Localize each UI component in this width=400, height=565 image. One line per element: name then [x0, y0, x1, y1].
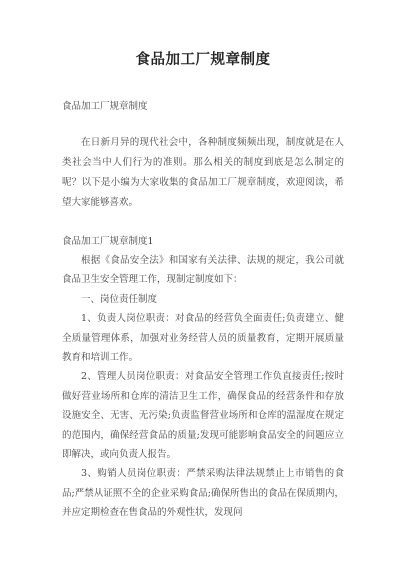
section-heading: 食品加工厂规章制度1 — [62, 236, 154, 247]
document-title: 食品加工厂规章制度 — [135, 52, 271, 68]
intro-paragraph: 在日新月异的现代社会中，各种制度频频出现，制度就是在人类社会当中人们行为的准则。那么相关的制度到底是怎么制定的呢？以下是小编为大家收集的食品加工厂规章制度，欢迎阅读，希望大家能够喜欢。 — [62, 137, 344, 208]
body-paragraph: 一、岗位责任制度 — [81, 293, 158, 305]
body-paragraph: 根据《食品安全法》和国家有关法律、法规的规定，我公司就食品卫生安全管理工作，现制定制度如下： — [62, 255, 344, 286]
document-body — [62, 251, 344, 523]
body-paragraph: 3、购销人员岗位职责：严禁采购法律法规禁止上市销售的食品;严禁从证照不全的企业采购食品;确保所售出的食品在保质期内，并应定期检查在售食品的外观性状，发现问 — [62, 468, 344, 519]
body-paragraph: 2、管理人员岗位职责：对食品安全管理工作负直接责任;按时做好营业场所和仓库的清洁卫生工作，确保食品的经营条件和存放设施安全、无害、无污染;负责监督营业场所和仓库的温湿度在规定的范围内，确保经营食品的质量;发现可能影响食品安全的问题应立即解决，或向负责人报告。 — [62, 371, 344, 461]
document-subtitle: 食品加工厂规章制度 — [62, 101, 148, 112]
body-paragraph: 1、负责人岗位职责：对食品的经营负全面责任;负责建立、健全质量管理体系，加强对业务经营人员的质量教育，定期开展质量教育和培训工作。 — [62, 313, 344, 364]
